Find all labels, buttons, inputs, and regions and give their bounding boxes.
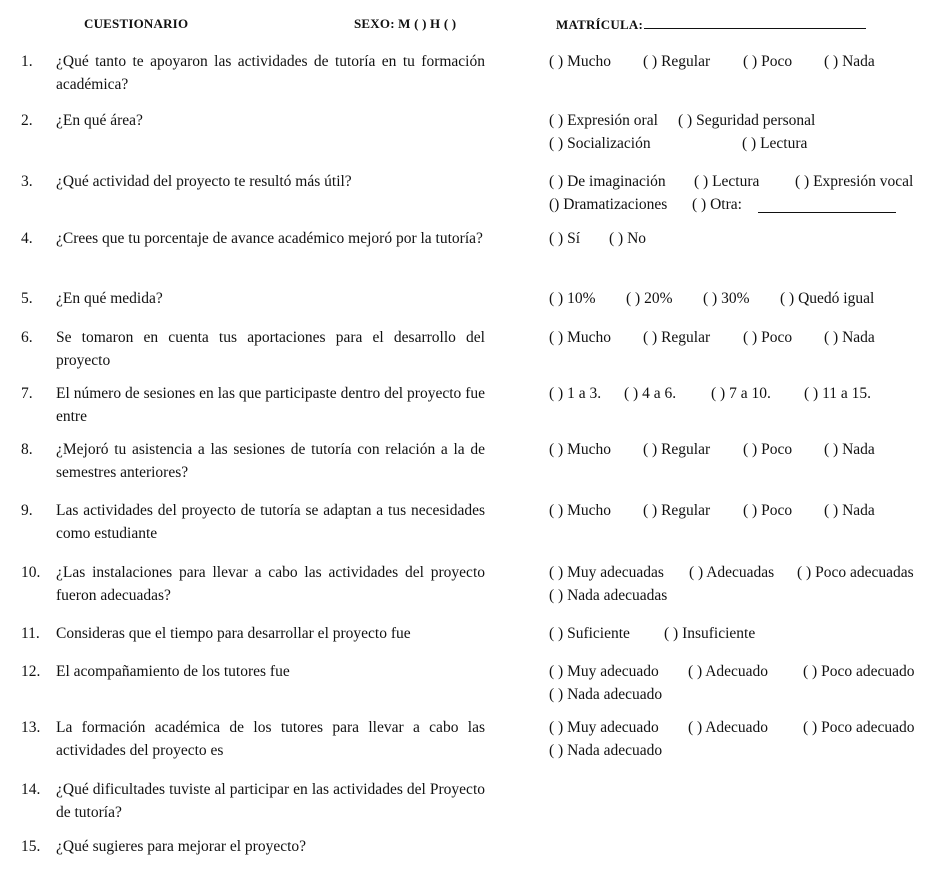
answer-option[interactable]: ( ) Socialización <box>549 135 651 152</box>
answer-option[interactable]: ( ) No <box>609 230 647 247</box>
question-text: ¿Las instalaciones para llevar a cabo las actividades del proyecto fueron adecuadas? <box>56 564 485 604</box>
option-line <box>549 584 947 607</box>
answer-options <box>549 227 947 250</box>
answer-option[interactable]: ( ) Nada <box>824 329 875 346</box>
answer-option[interactable]: ( ) De imaginación <box>549 173 666 190</box>
answer-option[interactable]: ( ) Mucho <box>549 329 611 346</box>
answer-option[interactable]: ( ) Lectura <box>694 173 760 190</box>
answer-options <box>549 561 947 607</box>
question-number: 10. <box>21 564 41 581</box>
question-text: ¿En qué medida? <box>56 290 163 307</box>
answer-option[interactable]: ( ) 4 a 6. <box>624 385 677 402</box>
question-text: Las actividades del proyecto de tutoría se adaptan a tus necesidades como estudiante <box>56 502 485 542</box>
option-line <box>549 326 947 349</box>
option-line <box>549 170 947 193</box>
answer-option[interactable]: ( ) Sí <box>549 230 580 247</box>
answer-options <box>549 326 947 349</box>
answer-option[interactable]: ( ) Expresión vocal <box>795 173 914 190</box>
question-number: 2. <box>21 112 33 129</box>
option-line <box>549 561 947 584</box>
question-text: La formación académica de los tutores para llevar a cabo las actividades del proyecto es <box>56 719 485 759</box>
answer-option[interactable]: ( ) Nada <box>824 441 875 458</box>
answer-option[interactable]: ( ) Mucho <box>549 53 611 70</box>
option-line <box>549 622 947 645</box>
question-text: El acompañamiento de los tutores fue <box>56 663 290 680</box>
question-number: 13. <box>21 719 41 736</box>
answer-option[interactable]: ( ) Poco adecuado <box>803 719 915 736</box>
question-text: ¿Qué sugieres para mejorar el proyecto? <box>56 838 307 855</box>
question-number: 4. <box>21 230 33 247</box>
answer-option[interactable]: ( ) Lectura <box>742 135 808 152</box>
question-text: ¿Mejoró tu asistencia a las sesiones de tutoría con relación a la de semestres anteriores? <box>56 441 485 481</box>
answer-option[interactable]: ( ) Seguridad personal <box>678 112 816 129</box>
answer-option[interactable]: ( ) Mucho <box>549 502 611 519</box>
answer-option[interactable]: ( ) Nada adecuado <box>549 742 663 759</box>
option-line <box>549 438 947 461</box>
option-line <box>549 193 947 216</box>
answer-option[interactable]: ( ) Poco adecuadas <box>797 564 914 581</box>
question-text: ¿Crees que tu porcentaje de avance académico mejoró por la tutoría? <box>56 230 483 247</box>
answer-option[interactable]: ( ) Expresión oral <box>549 112 658 129</box>
answer-option[interactable]: ( ) Insuficiente <box>664 625 756 642</box>
option-line <box>549 227 947 250</box>
option-line <box>549 382 947 405</box>
option-line <box>549 50 947 73</box>
question-text: Consideras que el tiempo para desarrollar el proyecto fue <box>56 625 411 642</box>
option-line <box>549 683 947 706</box>
answer-option[interactable]: ( ) Poco <box>743 329 793 346</box>
answer-options <box>549 50 947 73</box>
answer-option[interactable]: ( ) Adecuadas <box>689 564 775 581</box>
answer-options <box>549 382 947 405</box>
answer-option[interactable]: ( ) Quedó igual <box>780 290 875 307</box>
answer-option[interactable]: ( ) 20% <box>626 290 673 307</box>
answer-options <box>549 287 947 310</box>
answer-option[interactable]: () Dramatizaciones <box>549 196 668 213</box>
other-answer-blank[interactable] <box>758 199 896 213</box>
question-number: 6. <box>21 329 33 346</box>
enrollment-label: MATRÍCULA: <box>556 17 643 32</box>
answer-option[interactable]: ( ) Muy adecuado <box>549 663 659 680</box>
answer-option[interactable]: ( ) 7 a 10. <box>711 385 771 402</box>
answer-option[interactable]: ( ) Nada adecuadas <box>549 587 668 604</box>
option-line <box>549 132 947 155</box>
sex-field[interactable]: SEXO: M ( ) H ( ) <box>354 16 457 31</box>
option-line <box>549 109 947 132</box>
option-line <box>549 716 947 739</box>
answer-option[interactable]: ( ) Nada <box>824 502 875 519</box>
answer-option[interactable]: ( ) Poco adecuado <box>803 663 915 680</box>
answer-option[interactable]: ( ) Suficiente <box>549 625 630 642</box>
question-number: 1. <box>21 53 33 70</box>
question-number: 7. <box>21 385 33 402</box>
answer-option[interactable]: ( ) Regular <box>643 53 711 70</box>
question-text: Se tomaron en cuenta tus aportaciones para el desarrollo del proyecto <box>56 329 485 369</box>
option-line <box>549 287 947 310</box>
answer-options <box>549 109 947 155</box>
answer-option[interactable]: ( ) Muy adecuado <box>549 719 659 736</box>
answer-option[interactable]: ( ) Regular <box>643 502 711 519</box>
answer-option[interactable]: ( ) Muy adecuadas <box>549 564 664 581</box>
question-number: 5. <box>21 290 33 307</box>
answer-option[interactable]: ( ) Poco <box>743 53 793 70</box>
answer-option[interactable]: ( ) 1 a 3. <box>549 385 602 402</box>
question-number: 11. <box>21 625 40 642</box>
answer-options <box>549 170 947 216</box>
question-text: ¿En qué área? <box>56 112 143 129</box>
question-number: 14. <box>21 781 41 798</box>
answer-options <box>549 622 947 645</box>
answer-option[interactable]: ( ) 11 a 15. <box>804 385 872 402</box>
answer-options <box>549 716 947 762</box>
question-number: 9. <box>21 502 33 519</box>
option-line <box>549 499 947 522</box>
answer-option[interactable]: ( ) Poco <box>743 441 793 458</box>
option-line <box>549 660 947 683</box>
question-number: 8. <box>21 441 33 458</box>
question-text: ¿Qué actividad del proyecto te resultó más útil? <box>56 173 352 190</box>
question-number: 15. <box>21 838 41 855</box>
answer-option[interactable]: ( ) Nada adecuado <box>549 686 663 703</box>
question-text: ¿Qué tanto te apoyaron las actividades de tutoría en tu formación académica? <box>56 53 485 93</box>
enrollment-field[interactable] <box>556 16 866 33</box>
answer-options <box>549 660 947 706</box>
questionnaire-title: CUESTIONARIO <box>84 16 189 31</box>
answer-option[interactable]: ( ) Regular <box>643 329 711 346</box>
question-text: ¿Qué dificultades tuviste al participar en las actividades del Proyecto de tutoría? <box>56 781 485 821</box>
question-number: 3. <box>21 173 33 190</box>
answer-option[interactable]: ( ) Adecuado <box>688 719 769 736</box>
answer-option[interactable]: ( ) Mucho <box>549 441 611 458</box>
answer-option[interactable]: ( ) Poco <box>743 502 793 519</box>
answer-option[interactable]: ( ) 10% <box>549 290 596 307</box>
answer-option[interactable]: ( ) Otra: <box>692 196 742 213</box>
enrollment-blank-line[interactable] <box>644 16 866 29</box>
question-number: 12. <box>21 663 41 680</box>
question-text: El número de sesiones en las que participaste dentro del proyecto fue entre <box>56 385 485 425</box>
option-line <box>549 739 947 762</box>
answer-options <box>549 499 947 522</box>
answer-option[interactable]: ( ) Regular <box>643 441 711 458</box>
answer-option[interactable]: ( ) Adecuado <box>688 663 769 680</box>
answer-option[interactable]: ( ) Nada <box>824 53 875 70</box>
answer-options <box>549 438 947 461</box>
answer-option[interactable]: ( ) 30% <box>703 290 750 307</box>
